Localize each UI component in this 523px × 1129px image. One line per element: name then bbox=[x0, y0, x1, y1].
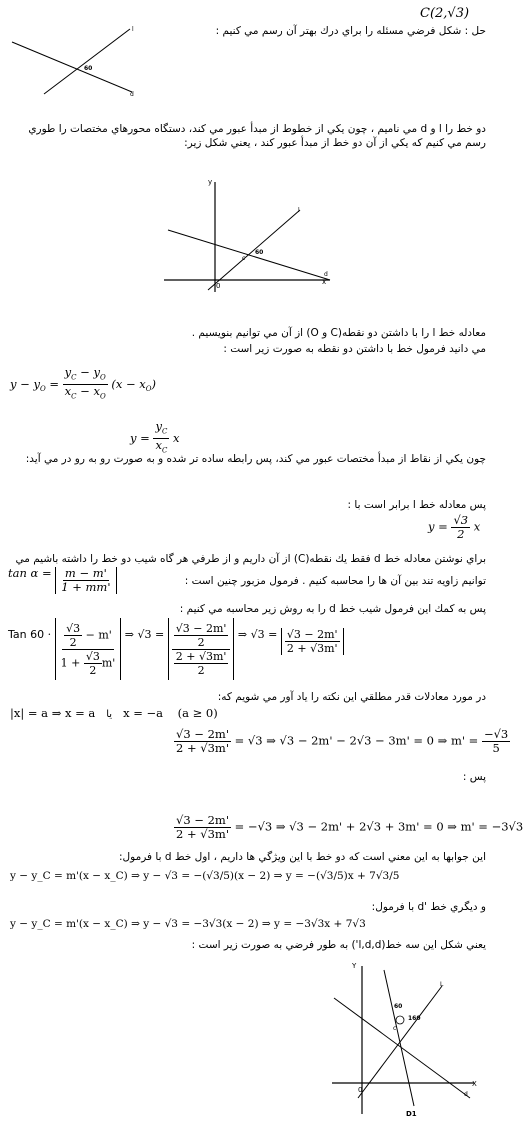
paragraph-eq-l-is: پس معادله خط l برابر است با : bbox=[347, 499, 486, 511]
solution-m1-rhs: = √3 ⇒ √3 − 2m' − 2√3 − 3m' = 0 ⇒ m' = bbox=[234, 733, 479, 748]
abs-rule-cond: (a ≥ 0) bbox=[177, 706, 218, 720]
fig3-x-label: X bbox=[472, 1080, 477, 1088]
fig2-label-l: l bbox=[298, 207, 300, 214]
abs-rule-2: x = −a bbox=[123, 706, 163, 720]
fig1-line-d bbox=[12, 42, 132, 92]
fig2-y-label: y bbox=[208, 178, 213, 186]
formula-rhs: (x − x bbox=[111, 376, 146, 391]
tan60-label: Tan 60 bbox=[8, 628, 45, 641]
paragraph-abs: در مورد معادلات قدر مطلقي اين نكته را ياد آور مي شويم كه: bbox=[217, 691, 486, 703]
figure-3 bbox=[322, 958, 482, 1118]
formula-fraction: $\frac{y_C - y_O}{x_C - x_O}$ bbox=[64, 365, 106, 401]
paragraph-origin: چون يكي از نقاط از مبدأ مختصات عبور مي كند، پس رابطه ساده تر شده و به صورت رو به رو در مي آيد: bbox=[25, 453, 486, 465]
paragraph-two-lines: اين جوابها به اين معني است كه دو خط با اين ويژگي ها داريم ، اول خط d با فرمول: bbox=[119, 851, 486, 863]
fig3-angle1-label: 60 bbox=[394, 1003, 403, 1010]
fig1-angle-label: 60 bbox=[84, 65, 93, 72]
formula-lhs-sub: O bbox=[39, 385, 46, 394]
fig1-label-d: d bbox=[130, 91, 134, 98]
abs-rule bbox=[10, 706, 218, 720]
fig2-c-label: c bbox=[242, 255, 246, 262]
solution-m1: $\frac{√3 - 2m'}{2 + √3m'}$ = √3 ⇒ √3 − 2m' − 2√3 − 3m' = 0 ⇒ m' = $\frac{-√3}{5}$ bbox=[176, 727, 509, 755]
fig3-label-d: d bbox=[464, 1091, 468, 1098]
fig2-line-d bbox=[168, 230, 330, 280]
paragraph-slope-d: براي نوشتن معادله خط d فقط يك نقطه(C) از آن داريم و از طرفي هر گاه شيب دو خط را داشته باشيم مي توانيم زاويه تند بين آن ها را محاسبه كنيم . فرمول مزبور چنين است : bbox=[15, 553, 486, 587]
paragraph-final: يعني شكل اين سه خط(l,d,d') به طور فرضي به صورت زير است : bbox=[191, 939, 486, 951]
formula-through-origin: y = $\frac{y_C}{x_C}$ x bbox=[130, 419, 180, 455]
fig3-point-c-marker bbox=[396, 1016, 404, 1024]
formula-eq: = bbox=[49, 376, 59, 391]
tan-formula bbox=[8, 566, 117, 594]
paragraph-d2: و ديگري خط 'd با فرمول: bbox=[371, 901, 486, 913]
fig3-origin-label: 0 bbox=[358, 1086, 363, 1094]
fig2-label-d: d bbox=[324, 271, 328, 278]
figure-1 bbox=[8, 24, 138, 99]
point-c-header: C(2,√3) bbox=[420, 6, 470, 21]
solution-m2-rhs: = −√3 ⇒ √3 − 2m' + 2√3 + 3m' = 0 ⇒ m' = −3√3 bbox=[234, 819, 523, 834]
fig2-x-label: x bbox=[322, 278, 327, 286]
equation-l: y = $\frac{√3}{2}$ x bbox=[428, 513, 481, 541]
fig3-c-label: c bbox=[393, 1025, 397, 1032]
fig3-y-label: Y bbox=[352, 962, 357, 970]
paragraph-name-lines: دو خط را l و d مي ناميم ، چون يكي از خطوط از مبدأ عبور مي كند، دستگاه محورهاي مختصات را طوري رسم مي كنيم كه يكي از آن دو خط از مبدأ عبور كند ، يعني شكل زير: bbox=[28, 123, 486, 149]
paragraph-then: پس : bbox=[462, 771, 486, 783]
solution-intro: حل : شكل فرضي مسئله را براي درك بهتر آن رسم مي كنيم : bbox=[215, 25, 486, 37]
abs-rule-1: |x| = a ⇒ x = a bbox=[10, 706, 96, 720]
equation-d1: y − y_C = m'(x − x_C) ⇒ y − √3 = −(√3/5)(x − 2) ⇒ y = −(√3/5)x + 7√3/5 bbox=[10, 870, 400, 882]
tan-den: 1 + mm' bbox=[61, 580, 111, 594]
figure-2 bbox=[160, 172, 340, 297]
formula-two-point: $y - y_O$ = $\frac{y_C - y_O}{x_C - x_O}$ $(x - x_O)$ bbox=[10, 366, 156, 404]
fig1-label-l: l bbox=[132, 26, 134, 33]
fig3-angle2-label: 160 bbox=[408, 1015, 421, 1022]
solution-m2: $\frac{√3 - 2m'}{2 + √3m'}$ = −√3 ⇒ √3 − 2m' + 2√3 + 3m' = 0 ⇒ m' = −3√3 bbox=[176, 813, 523, 841]
fig3-label-l: L bbox=[440, 981, 444, 988]
paragraph-equation-l: معادله خط l را با داشتن دو نقطه(C و O) از آن مي توانيم بنويسيم . bbox=[191, 327, 486, 339]
fig3-label-d1: D1 bbox=[406, 1110, 417, 1118]
tan-num: m − m' bbox=[64, 566, 107, 580]
fig1-line-l bbox=[44, 29, 130, 94]
solution-m1-den: 5 bbox=[492, 741, 500, 755]
fig2-origin-label: 0 bbox=[216, 282, 221, 290]
paragraph-slope-calc: پس به كمك اين فرمول شيب خط d را به روش زير محاسبه مي كنيم : bbox=[179, 603, 486, 615]
fig2-line-l bbox=[208, 210, 300, 290]
tan60-equation: Tan 60 · $\frac{√3}{2}$ − m' 1 + $\frac{√3}{2}$ m' ⇒ √3 = $\frac{\frac{√3 - 2m'}{2}}{\frac{2 + √3m'}{2}}$ ⇒ √3 = $\frac{√3 - 2m'}{2 + √3m'}$ bbox=[8, 618, 344, 680]
eq-l-lhs: y = bbox=[428, 519, 448, 534]
abs-rule-or: يا bbox=[106, 709, 113, 720]
paragraph-two-point-formula: مي دانيد فرمول خط با داشتن دو نقطه به صورت زير است : bbox=[223, 343, 486, 355]
fig2-angle-label: 60 bbox=[255, 249, 264, 256]
eq-l-den: 2 bbox=[457, 527, 465, 541]
formula-lhs: y − y bbox=[10, 376, 40, 391]
eq-l-num: √3 bbox=[453, 513, 469, 527]
tan-lhs: tan α = bbox=[8, 566, 52, 580]
equation-d2: y − y_C = m'(x − x_C) ⇒ y − √3 = −3√3(x − 2) ⇒ y = −3√3x + 7√3 bbox=[10, 918, 366, 930]
solution-m1-num: −√3 bbox=[483, 727, 509, 741]
